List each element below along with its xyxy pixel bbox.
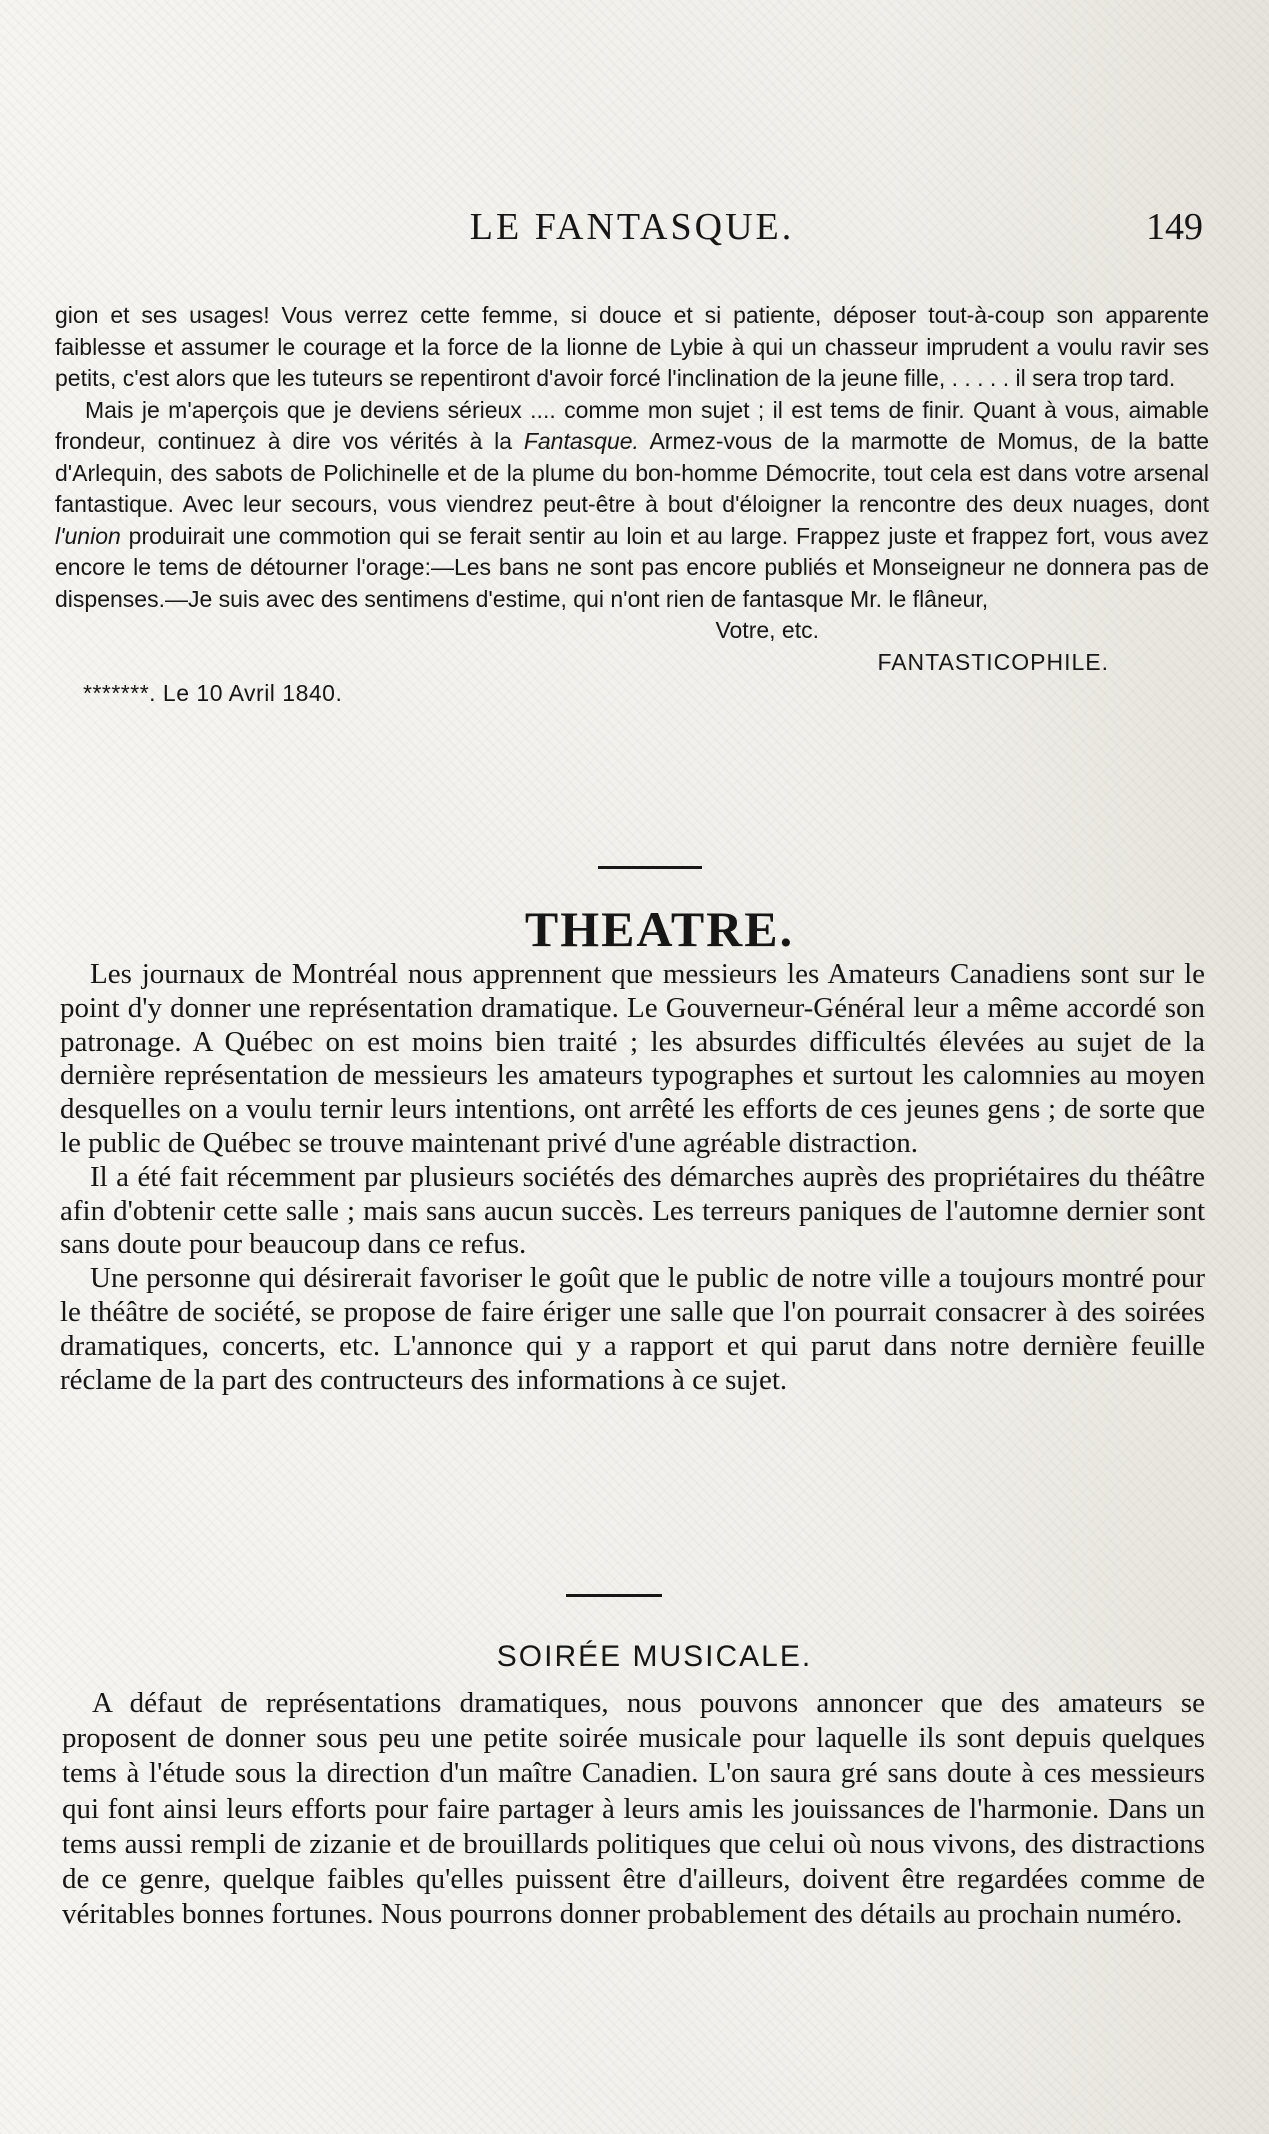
- letter-continuation: [55, 300, 1209, 710]
- article-paragraph: Il a été fait récemment par plusieurs sociétés des démarches auprès des propriétaires du théâtre afin d'obtenir cette salle ; mais sans aucun succès. Les terreurs paniques de l'automne dernier sont sans doute pour beaucoup dans ce refus.: [60, 1160, 1205, 1261]
- article-paragraph: Les journaux de Montréal nous apprennent que messieurs les Amateurs Canadiens sont sur le point d'y donner une représentation dramatique. Le Gouverneur-Général leur a même accordé son patronage. A Québec on est moins bien traité ; les absurdes difficultés élevées au sujet de la dernière représentation de messieurs les amateurs typographes et surtout les calomnies au moyen desquelles on a voulu ternir leurs intentions, ont arrêté les efforts de ces jeunes gens ; de sorte que le public de Québec se trouve maintenant privé d'une agréable distraction.: [60, 958, 1205, 1159]
- soiree-article: [62, 1686, 1205, 1932]
- article-paragraph: Une personne qui désirerait favoriser le goût que le public de notre ville a toujours montré pour le théâtre de société, se propose de faire ériger une salle que l'on pourrait consacrer à des soirées dramatiques, concerts, etc. L'annonce qui y a rapport et qui parut dans notre dernière feuille réclame de la part des contructeurs des informations à ce sujet.: [60, 1262, 1205, 1396]
- letter-dateline: *******. Le 10 Avril 1840.: [83, 680, 343, 706]
- letter-paragraph: gion et ses usages! Vous verrez cette femme, si douce et si patiente, déposer tout-à-coup son apparente faiblesse et assumer le courage et la force de la lionne de Lybie à qui un chasseur imprudent a voulu ravir ses petits, c'est alors que les tuteurs se repentiront d'avoir forcé l'inclination de la jeune fille, . . . . . il sera trop tard.: [55, 302, 1209, 391]
- theatre-article: [60, 958, 1205, 1397]
- letter-paragraph: [55, 395, 1209, 616]
- running-head: [55, 205, 1209, 255]
- letter-text: Armez-vous de la marmotte de Momus, de la batte d'Arlequin, des sabots de Polichinelle et de la plume du bon-homme Démocrite, tout cela est dans votre arsenal fantastique. Avec leur secours, vous viendrez peut-être à bout d'éloigner la rencontre des deux nuages, dont: [55, 428, 1209, 517]
- running-title: LE FANTASQUE.: [469, 206, 795, 248]
- theatre-heading: THEATRE.: [524, 901, 795, 957]
- section-divider: [566, 1594, 662, 1597]
- soiree-heading: SOIRÉE MUSICALE.: [496, 1640, 813, 1673]
- letter-closing: Votre, etc.: [715, 617, 819, 643]
- letter-italic-text: l'union: [55, 522, 121, 549]
- letter-signature: FANTASTICOPHILE.: [877, 648, 1109, 675]
- article-paragraph: A défaut de représentations dramatiques, nous pouvons annoncer que des amateurs se proposent de donner sous peu une petite soirée musicale pour laquelle ils sont depuis quelques tems à l'étude sous la direction d'un maître Canadien. L'on saura gré sans doute à ces messieurs qui font ainsi leurs efforts pour faire partager à leurs amis les jouissances de l'harmonie. Dans un tems aussi rempli de zizanie et de brouillards politiques que celui où nous vivons, des distractions de ce genre, quelque faibles qu'elles puissent être d'ailleurs, doivent être regardées comme de véritables bonnes fortunes. Nous pourrons donner probablement des détails au prochain numéro.: [62, 1687, 1205, 1931]
- letter-italic-text: Fantasque.: [523, 428, 639, 454]
- letter-text: Mais je m'aperçois que je deviens sérieux .... comme mon sujet ; il est tems de finir. Quant à vous, aimable frondeur, continuez à dire vos vérités à la: [55, 396, 1209, 454]
- page-number: 149: [1146, 206, 1203, 248]
- letter-text: produirait une commotion qui se ferait sentir au loin et au large. Frappez juste et frappez fort, vous avez encore le tems de détourner l'orage:—Les bans ne sont pas encore publiés et Monseigneur ne donnera pas de dispenses.—Je suis avec des sentimens d'estime, qui n'ont rien de fantasque Mr. le flâneur,: [55, 522, 1209, 612]
- section-divider: [598, 866, 702, 869]
